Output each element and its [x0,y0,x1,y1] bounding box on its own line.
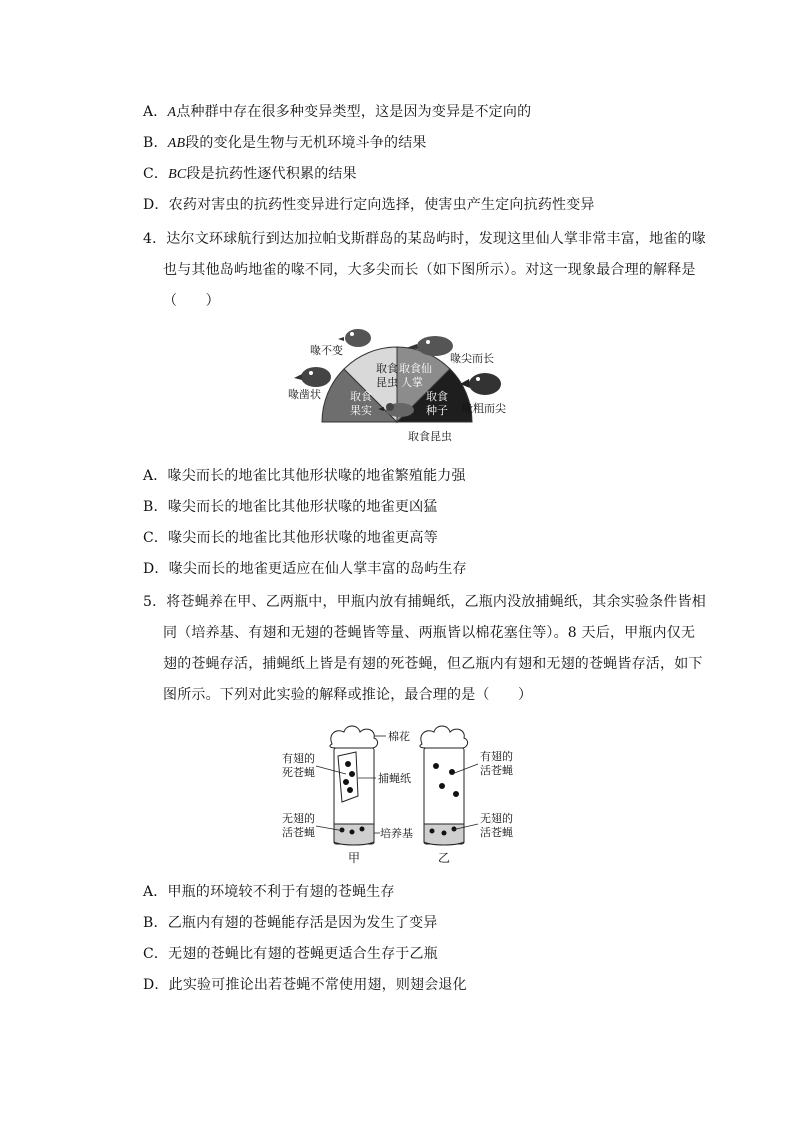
sector-seed-l1: 取食 [426,390,448,403]
cotton-right [420,726,468,748]
q3-option-d: D．农药对害虫的抗药性变异进行定向选择，使害虫产生定向抗药性变异 [143,197,595,213]
label-beak-pointed: 喙尖而长 [450,352,494,365]
q4-stem-line3: （ ） [163,293,220,309]
label-beak-thick: 喙粗而尖 [462,402,506,415]
sector-fruit-l1: 取食 [350,390,372,403]
sector-seed-l2: 种子 [426,404,448,417]
label-medium: 培养基 [380,827,413,840]
q4-option-c: C．喙尖而长的地雀比其他形状喙的地雀更高等 [143,530,438,546]
q4-option-b: B．喙尖而长的地雀比其他形状喙的地雀更凶猛 [143,499,438,515]
label-live-wingless-l1: 无翅的 [282,812,315,825]
q5-option-a: A．甲瓶的环境较不利于有翅的苍蝇生存 [143,884,395,900]
q4-finch-figure [280,322,520,446]
flypaper-strip [338,752,358,802]
label-beak-chisel: 喙凿状 [288,388,321,401]
sector-cactus-l1: 取食仙 [399,362,432,375]
sector-cactus-l2: 人掌 [401,376,423,389]
finch-chisel-icon [294,367,331,387]
q3-option-a: A．A点种群中存在很多种变异类型，这是因为变异是不定向的 [143,104,532,120]
q5-option-c: C．无翅的苍蝇比有翅的苍蝇更适合生存于乙瓶 [143,946,438,962]
cotton-left [330,726,378,748]
label-live-winged-2: 活苍蝇 [480,764,513,777]
label-dead-winged-2: 死苍蝇 [282,766,315,779]
q4-option-a: A．喙尖而长的地雀比其他形状喙的地雀繁殖能力强 [143,468,466,484]
q4-stem-line2: 也与其他岛屿地雀的喙不同，大多尖而长（如下图所示）。对这一现象最合理的解释是 [163,262,696,278]
medium-a [334,824,374,845]
label-eat-insects: 取食昆虫 [408,430,452,443]
q3-option-c: C．BC段是抗药性逐代积累的结果 [143,166,357,182]
label-cotton: 棉花 [388,730,410,743]
q4-stem-line1: 4．达尔文环球航行到达加拉帕戈斯群岛的某岛屿时，发现这里仙人掌非常丰富，地雀的喙 [143,231,706,247]
q3-option-b: B．AB段的变化是生物与无机环境斗争的结果 [143,135,427,151]
label-bottle-a: 甲 [348,851,361,865]
sector-fruit-l2: 果实 [350,404,372,417]
label-beak-unchanged: 喙不变 [310,344,343,357]
sector-insect-l2: 昆虫 [376,376,398,389]
q5-option-d: D．此实验可推论出若苍蝇不常使用翅，则翅会退化 [143,977,467,993]
q5-option-b: B．乙瓶内有翅的苍蝇能存活是因为发生了变异 [143,915,438,931]
label-live-wingless-r1: 无翅的 [480,812,513,825]
q5-stem-line4: 图所示。下列对此实验的解释或推论，最合理的是（ ） [163,687,533,703]
label-flypaper: 捕蝇纸 [378,772,411,785]
label-live-wingless-r2: 活苍蝇 [480,826,513,839]
label-dead-winged-1: 有翅的 [282,752,315,765]
sector-insect-l1: 取食 [376,362,398,375]
label-live-winged-1: 有翅的 [480,750,513,763]
label-bottle-b: 乙 [438,851,451,865]
q5-stem-line1: 5．将苍蝇养在甲、乙两瓶中，甲瓶内放有捕蝇纸，乙瓶内没放捕蝇纸，其余实验条件皆相 [143,594,706,610]
q4-option-d: D．喙尖而长的地雀更适应在仙人掌丰富的岛屿生存 [143,561,467,577]
q5-fly-figure [276,716,524,868]
label-live-wingless-l2: 活苍蝇 [282,826,315,839]
q5-stem-line2: 同（培养基、有翅和无翅的苍蝇皆等量、两瓶皆以棉花塞住等）。8 天后，甲瓶内仅无 [163,625,696,641]
q5-stem-line3: 翅的苍蝇存活，捕蝇纸上皆是有翅的死苍蝇，但乙瓶内有翅和无翅的苍蝇皆存活，如下 [163,656,703,672]
